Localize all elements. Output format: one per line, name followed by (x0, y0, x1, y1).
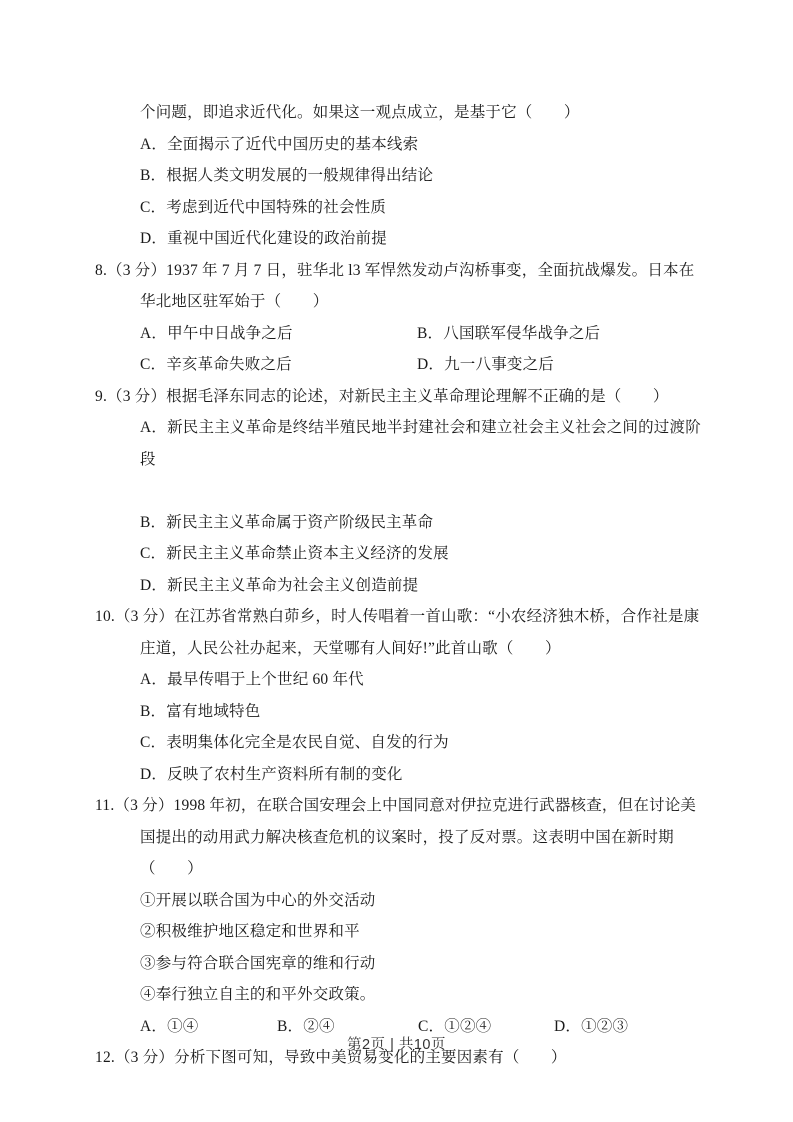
option-c: C．表明集体化完全是农民自觉、自发的行为 (140, 734, 449, 751)
question-stem (95, 790, 708, 885)
numbered-statement-3: ③参与符合联合国宪章的维和行动 (140, 954, 376, 972)
numbered-statement-2: ②积极维护地区稳定和世界和平 (140, 923, 360, 940)
option-c: C．考虑到近代中国特殊的社会性质 (140, 198, 387, 216)
question-stem (95, 255, 708, 318)
option-c: C．新民主主义革命禁止资本主义经济的发展 (140, 545, 449, 562)
numbered-statement-4: ④奉行独立自主的和平外交政策。 (140, 986, 376, 1003)
options-grid (95, 318, 708, 381)
option-c: C．辛亥革命失败之后 (140, 356, 292, 373)
question-number: 8. (95, 261, 108, 279)
question-number: 12. (95, 1049, 115, 1066)
option-b: B．新民主主义革命属于资产阶级民主革命 (140, 513, 434, 531)
option-b: B．富有地域特色 (140, 702, 261, 720)
option-c: C．①②④ (418, 1017, 492, 1035)
question-score: （3 分） (114, 1049, 175, 1066)
question-stem: 个问题，即追求近代化。如果这一观点成立，是基于它（ ） (140, 104, 580, 121)
page-indicator: 第2页 | 共10页 (346, 1037, 447, 1053)
question-text: 1998 年初，在联合国安理会上中国同意对伊拉克进行武器核查，但在讨论美国提出的动用武力解决核查危机的议案时，投了反对票。这表明中国在新时期（ ） (140, 797, 697, 877)
option-a: A．全面揭示了近代中国历史的基本线索 (140, 135, 419, 153)
question-text: 分析下图可知，导致中美贸易变化的主要因素有（ ） (174, 1049, 567, 1066)
option-a: A．新民主主义革命是终结半殖民地半封建社会和建立社会主义社会之间的过渡阶段 (140, 419, 701, 468)
option-a: A．①④ (140, 1017, 199, 1035)
question-block-11 (95, 790, 708, 1042)
option-b: B．②④ (277, 1017, 335, 1035)
question-stem (95, 381, 708, 413)
option-d: D．重视中国近代化建设的政治前提 (140, 230, 387, 247)
question-score: （3 分） (107, 387, 167, 405)
page-footer (0, 1033, 793, 1054)
question-block-9 (95, 381, 708, 602)
option-d: D．反映了农村生产资料所有制的变化 (140, 765, 403, 783)
option-d: D．①②③ (554, 1017, 629, 1035)
question-block-10 (95, 601, 708, 790)
option-b: B．八国联军侵华战争之后 (417, 324, 601, 342)
question-block-7 (95, 97, 708, 255)
numbered-statement-1: ①开展以联合国为中心的外交活动 (140, 891, 376, 909)
question-number: 11. (95, 797, 115, 814)
question-score: （3 分） (114, 608, 175, 625)
question-number: 9. (95, 387, 108, 405)
question-block-8 (95, 255, 708, 381)
option-b: B．根据人类文明发展的一般规律得出结论 (140, 167, 434, 184)
option-a: A．甲午中日战争之后 (140, 324, 293, 342)
question-stem (95, 601, 708, 664)
question-score: （3 分） (107, 261, 167, 279)
option-d: D．新民主主义革命为社会主义创造前提 (140, 576, 419, 594)
question-text: 根据毛泽东同志的论述，对新民主主义革命理论理解不正确的是（ ） (166, 387, 669, 405)
option-d: D．九一八事变之后 (417, 356, 554, 373)
question-number: 10. (95, 608, 115, 625)
question-text: 在江苏省常熟白茆乡，时人传唱着一首山歌：“小农经济独木桥，合作社是康庄道，人民公社办起来，天堂哪有人间好!”此首山歌（ ） (140, 608, 700, 657)
question-text: 1937 年 7 月 7 日，驻华北 l3 军悍然发动卢沟桥事变，全面抗战爆发。日本在华北地区驻军始于（ ） (140, 261, 695, 310)
option-a: A．最早传唱于上个世纪 60 年代 (140, 671, 364, 688)
question-score: （3 分） (114, 797, 174, 814)
